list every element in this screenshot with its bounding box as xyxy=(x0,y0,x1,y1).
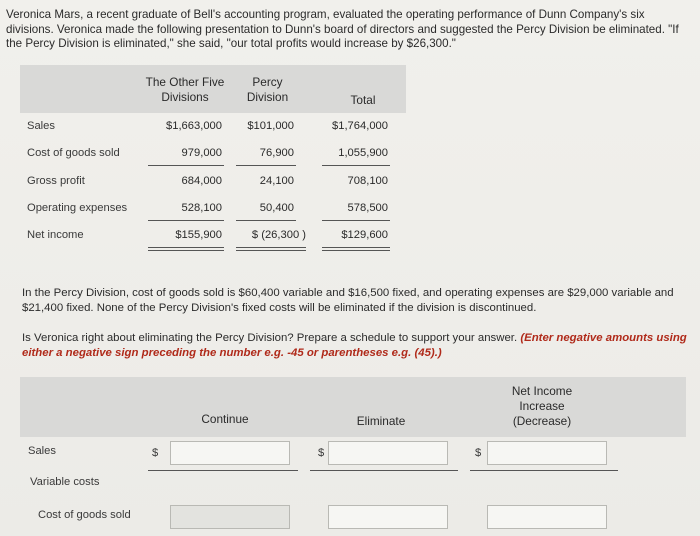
underline xyxy=(470,470,618,471)
question-text: Is Veronica right about eliminating the Percy Division? Prepare a schedule to support your answer. xyxy=(22,332,518,344)
schedule-table xyxy=(20,377,686,536)
cogs-percy: 76,900 xyxy=(259,147,294,159)
underline xyxy=(236,220,296,221)
currency-symbol: $ xyxy=(152,447,159,459)
sales-eliminate-input[interactable] xyxy=(328,441,448,465)
currency-symbol: $ xyxy=(318,447,325,459)
header-continue: Continue xyxy=(201,412,249,426)
cogs-net-change-input[interactable] xyxy=(487,505,607,529)
gross-profit-other: 684,000 xyxy=(181,175,222,187)
intro-paragraph: Veronica Mars, a recent graduate of Bell's accounting program, evaluated the operating performance of Dunn Company's six divisions. Veronica made the following presentation to Dunn's board of directors and suggested the Percy Division be eliminated. "If the Percy Division is eliminated," she said, "our total profits would increase by $26,300." xyxy=(6,8,679,51)
underline xyxy=(236,165,296,166)
sales-continue-input[interactable] xyxy=(170,441,290,465)
row-label-gross-profit: Gross profit xyxy=(27,175,85,187)
header-eliminate: Eliminate xyxy=(356,414,406,428)
division-cost-info: In the Percy Division, cost of goods sold is $60,400 variable and $16,500 fixed, and operating expenses are $29,000 variable and $21,400 fixed. None of the Percy Division's fixed costs will be eliminated if the division is discontinued. xyxy=(22,287,674,314)
gross-profit-percy: 24,100 xyxy=(259,175,294,187)
row-label-operating-expenses: Operating expenses xyxy=(27,202,128,214)
question xyxy=(22,331,690,360)
header-net-income-change: Net Income Increase (Decrease) xyxy=(511,384,573,428)
opex-other: 528,100 xyxy=(181,202,222,214)
underline xyxy=(322,165,390,166)
presentation-table xyxy=(20,65,406,317)
cogs-eliminate-input[interactable] xyxy=(328,505,448,529)
row-label-net-income: Net income xyxy=(27,229,84,241)
header-total: Total xyxy=(350,93,376,107)
header-other-divisions: The Other Five Divisions xyxy=(145,75,225,104)
double-underline xyxy=(322,247,390,251)
net-income-percy: $ (26,300 ) xyxy=(251,229,306,241)
row-label-sales: Sales xyxy=(28,445,56,457)
underline xyxy=(310,470,458,471)
underline xyxy=(148,165,224,166)
row-label-variable-costs: Variable costs xyxy=(30,476,100,488)
underline xyxy=(148,220,224,221)
header-percy-division: Percy Division xyxy=(246,75,289,104)
currency-symbol: $ xyxy=(475,447,482,459)
question-hint: (Enter negative amounts using either a negative sign preceding the number e.g. -45 or parentheses e.g. (45).) xyxy=(22,332,687,359)
underline xyxy=(322,220,390,221)
opex-percy: 50,400 xyxy=(259,202,294,214)
cogs-total: 1,055,900 xyxy=(338,147,388,159)
sales-total: $1,764,000 xyxy=(332,120,388,132)
cogs-other: 979,000 xyxy=(181,147,222,159)
double-underline xyxy=(236,247,306,251)
sales-percy: $101,000 xyxy=(247,120,294,132)
row-label-cogs: Cost of goods sold xyxy=(27,147,120,159)
row-label-sales: Sales xyxy=(27,120,55,132)
double-underline xyxy=(148,247,224,251)
sales-net-change-input[interactable] xyxy=(487,441,607,465)
gross-profit-total: 708,100 xyxy=(347,175,388,187)
cogs-continue-input[interactable] xyxy=(170,505,290,529)
opex-total: 578,500 xyxy=(347,202,388,214)
net-income-other: $155,900 xyxy=(175,229,222,241)
underline xyxy=(148,470,298,471)
row-label-cost-of-goods-sold: Cost of goods sold xyxy=(38,509,131,521)
sales-other: $1,663,000 xyxy=(166,120,222,132)
net-income-total: $129,600 xyxy=(341,229,388,241)
